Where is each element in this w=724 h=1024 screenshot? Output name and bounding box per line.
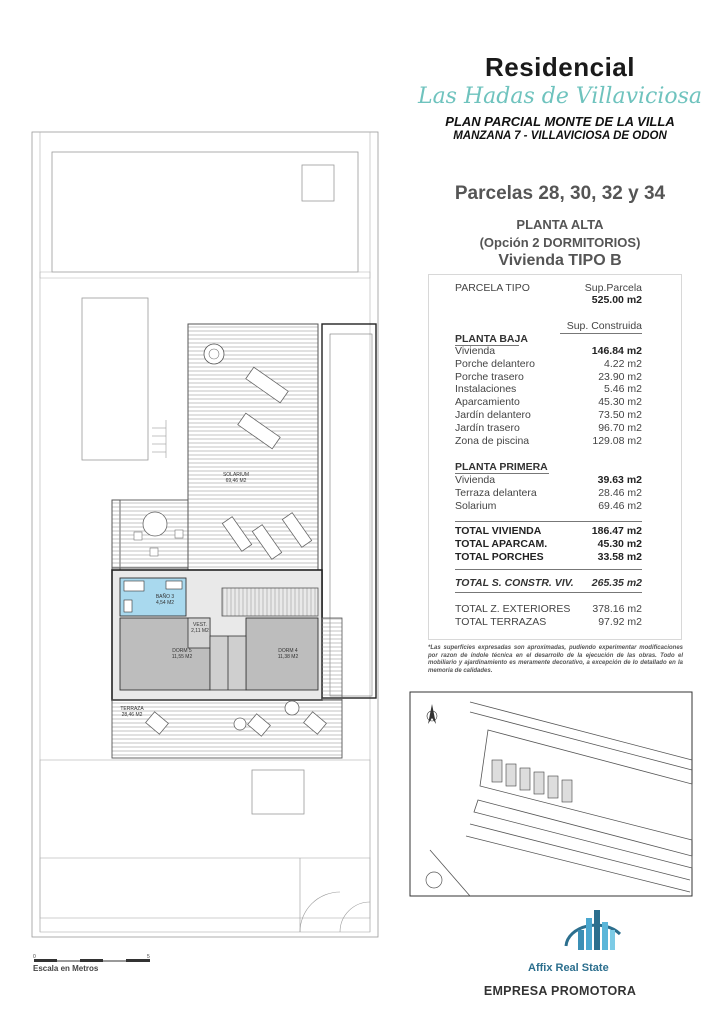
total-constr-label: TOTAL S. CONSTR. VIV. — [455, 577, 574, 589]
bano-area: 4,54 M2 — [155, 600, 175, 606]
row-value: 97.92 m2 — [598, 616, 642, 628]
opcion-heading: (Opción 2 DORMITORIOS) — [479, 235, 641, 250]
parcela-tipo-label: PARCELA TIPO — [455, 282, 530, 294]
row-value: 186.47 m2 — [591, 525, 642, 537]
room-label-dorm4 — [266, 648, 310, 660]
row-value: 45.30 m2 — [597, 538, 642, 550]
row-value: 23.90 m2 — [598, 370, 642, 383]
room-label-terraza — [112, 706, 152, 718]
stair — [222, 588, 318, 616]
row-value: 45.30 m2 — [598, 396, 642, 409]
room-label-solarium — [214, 472, 258, 484]
row-label: TOTAL Z. EXTERIORES — [455, 603, 571, 615]
sup-parcela-label: Sup.Parcela — [584, 282, 642, 294]
pool — [82, 298, 148, 460]
row-label: Terraza delantera — [455, 486, 537, 499]
row-label: Jardín trasero — [455, 421, 520, 434]
dorm5-name: DORM 5 — [172, 648, 192, 654]
sup-parcela-value: 525.00 m2 — [591, 294, 642, 306]
vest-area: 2,11 M2 — [191, 628, 209, 634]
solarium-area: 69,46 M2 — [225, 478, 247, 484]
subtitle-script: Las Hadas de Villaviciosa — [417, 84, 703, 109]
table — [143, 512, 167, 536]
row-value: 33.58 m2 — [597, 551, 642, 563]
row-value: 39.63 m2 — [597, 474, 642, 486]
scale-end: 5 — [147, 954, 150, 960]
skylight — [302, 165, 334, 201]
room-label-dorm5 — [160, 648, 204, 660]
row-label: Vivienda — [455, 474, 496, 486]
row-value: 96.70 m2 — [598, 421, 642, 434]
row-label: Instalaciones — [455, 383, 517, 396]
vivienda-heading: Vivienda TIPO B — [498, 252, 622, 269]
planta-primera-title: PLANTA PRIMERA — [455, 461, 548, 473]
row-value: 146.84 m2 — [591, 345, 642, 357]
room-label-bano — [143, 594, 187, 606]
planta-baja-title: PLANTA BAJA — [455, 333, 528, 345]
row-value: 129.08 m2 — [592, 434, 642, 447]
row-label: Solarium — [455, 499, 497, 512]
row-label: Porche delantero — [455, 357, 535, 370]
empresa-promotora: EMPRESA PROMOTORA — [483, 984, 637, 998]
room-label-vest — [180, 622, 220, 634]
scale-label: Escala en Metros — [33, 964, 99, 973]
plant — [204, 344, 224, 364]
row-label: TOTAL PORCHES — [455, 551, 544, 563]
terraza-name: TERRAZA — [120, 706, 144, 712]
total-constr-value: 265.35 m2 — [591, 577, 642, 589]
affix-logo — [566, 910, 620, 950]
site-map — [410, 692, 692, 896]
row-label: Zona de piscina — [455, 434, 530, 447]
dorm4-area: 11,38 M2 — [277, 654, 299, 660]
scale-bar — [34, 959, 150, 962]
pool-area — [52, 152, 358, 272]
sup-construida-label: Sup. Construida — [566, 320, 642, 332]
vest-name: VEST. — [193, 622, 207, 628]
dorm5-area: 11,55 M2 — [171, 654, 193, 660]
row-label: TOTAL TERRAZAS — [455, 616, 547, 628]
row-label: Porche trasero — [455, 370, 524, 383]
brand-name: Affix Real State — [528, 962, 609, 974]
title-residencial: Residencial — [484, 52, 635, 82]
row-label: Aparcamiento — [455, 396, 520, 409]
parcelas-heading: Parcelas 28, 30, 32 y 34 — [454, 183, 666, 204]
row-label: Jardín delantero — [455, 409, 531, 421]
bano-name: BAÑO 3 — [155, 594, 175, 600]
row-value: 69.46 m2 — [598, 499, 642, 512]
row-label: TOTAL VIVIENDA — [455, 525, 542, 537]
manzana: MANZANA 7 - VILLAVICIOSA DE ODON — [453, 130, 667, 142]
plan-parcial: PLAN PARCIAL MONTE DE LA VILLA — [445, 114, 675, 129]
row-value: 5.46 m2 — [604, 383, 642, 396]
row-label: Vivienda — [455, 345, 496, 357]
planta-heading: PLANTA ALTA — [516, 217, 604, 232]
dorm4-name: DORM 4 — [278, 648, 298, 654]
row-value: 378.16 m2 — [592, 603, 642, 615]
scale-start: 0 — [33, 954, 36, 960]
disclaimer-note: *Las superficies expresadas son aproximadas, pudiendo experimentar modificaciones por razon de índole técnica en el desarrollo de la ejecución de las obras. Todo el mobiliario y ajardinamiento es meramente decorativo, a excepción de lo detallado en la memoria de calidades. — [428, 645, 683, 674]
terraza-area: 28,46 M2 — [121, 712, 143, 718]
row-value: 28.46 m2 — [598, 486, 642, 499]
row-label: TOTAL APARCAM. — [455, 538, 548, 550]
parking-area — [40, 760, 370, 932]
row-value: 73.50 m2 — [598, 409, 642, 421]
solarium-name: SOLARIUM — [222, 472, 250, 478]
row-value: 4.22 m2 — [604, 357, 642, 370]
